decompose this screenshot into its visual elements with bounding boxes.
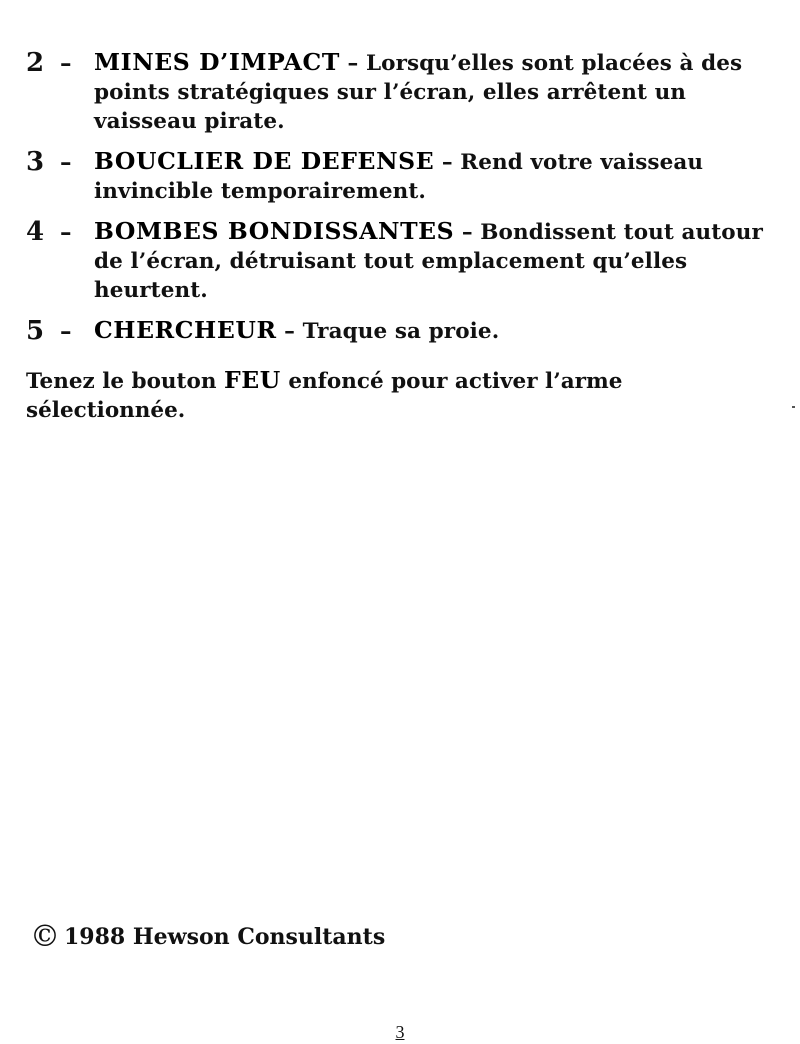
weapon-list xyxy=(26,48,790,358)
item-number: 4 xyxy=(26,217,45,247)
item-title: BOUCLIER DE DEFENSE xyxy=(94,147,435,175)
item-dash: – xyxy=(60,219,72,246)
item-separator: – xyxy=(434,150,461,175)
item-dash: – xyxy=(60,318,72,345)
weapon-item-defense-shield xyxy=(26,147,790,206)
fire-key-label: FEU xyxy=(223,366,281,394)
item-body xyxy=(94,147,790,206)
copyright-icon: © xyxy=(30,919,60,954)
item-dash: – xyxy=(60,50,72,77)
item-separator: – xyxy=(276,319,303,344)
item-separator: – xyxy=(339,51,366,76)
instruction-before: Tenez le bouton xyxy=(26,369,224,394)
item-description: Traque sa proie. xyxy=(302,319,500,344)
item-separator: – xyxy=(454,220,481,245)
weapon-item-seeker xyxy=(26,316,790,347)
item-title: BOMBES BONDISSANTES xyxy=(94,217,455,245)
copyright-notice xyxy=(30,919,386,954)
item-body xyxy=(94,48,790,136)
page-number: 3 xyxy=(395,1022,405,1042)
item-dash: – xyxy=(60,149,72,176)
item-body xyxy=(94,217,790,305)
item-title: MINES D’IMPACT xyxy=(94,48,340,76)
instruction-after: enfoncé pour activer l’arme sélectionnée. xyxy=(26,369,623,423)
fire-instruction xyxy=(26,366,726,425)
item-number: 5 xyxy=(26,316,45,346)
item-body xyxy=(94,316,790,346)
item-description: Bondissent tout autour de l’écran, détruisant tout emplacement qu’elles heurtent. xyxy=(94,220,763,303)
item-number: 3 xyxy=(26,147,45,177)
weapon-item-impact-mines xyxy=(26,48,790,136)
copyright-text: 1988 Hewson Consultants xyxy=(64,924,386,950)
item-number: 2 xyxy=(26,48,45,78)
weapon-item-bouncing-bombs xyxy=(26,217,790,305)
item-title: CHERCHEUR xyxy=(94,316,277,344)
item-description: Rend votre vaisseau invincible temporairement. xyxy=(94,150,704,204)
item-description: Lorsqu’elles sont placées à des points stratégiques sur l’écran, elles arrêtent un vaisseau pirate. xyxy=(94,51,743,134)
scan-speck xyxy=(792,406,795,408)
